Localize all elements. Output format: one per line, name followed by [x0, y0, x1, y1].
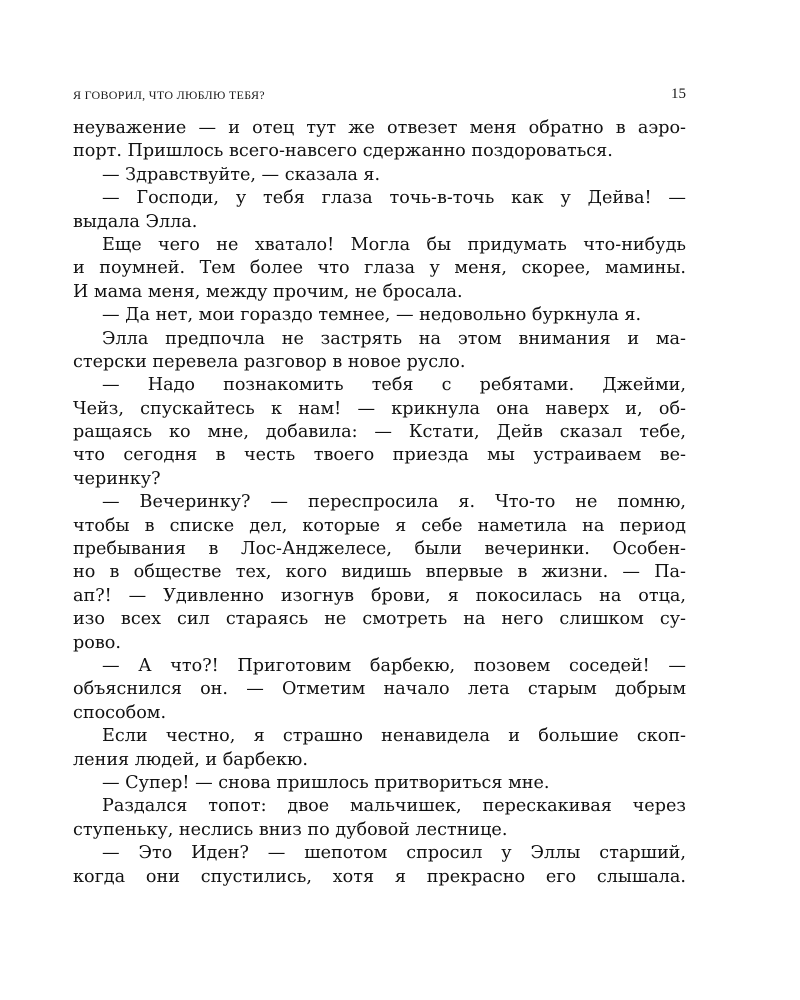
text-line: — А что?! Приготовим барбекю, позовем соседей! —	[102, 655, 686, 676]
running-header	[73, 88, 691, 106]
text-line: Чейз, спускайтесь к нам! — крикнула она наверх и, об-	[73, 398, 686, 419]
text-line: рово.	[73, 632, 121, 653]
page-number: 15	[671, 86, 686, 102]
text-line: способом.	[73, 702, 167, 723]
text-line: ления людей, и барбекю.	[73, 749, 308, 770]
text-line: — Это Иден? — шепотом спросил у Эллы старший,	[102, 843, 686, 864]
body-text	[73, 117, 686, 889]
text-line: и поумней. Тем более что глаза у меня, скорее, мамины.	[73, 258, 686, 279]
text-line: что сегодня в честь твоего приезда мы устраиваем ве-	[73, 445, 686, 466]
text-line: — Надо познакомить тебя с ребятами. Джейми,	[102, 375, 686, 396]
text-line: — Вечеринку? — переспросила я. Что-то не помню,	[102, 492, 686, 513]
book-title: Я ГОВОРИЛ, ЧТО ЛЮБЛЮ ТЕБЯ?	[73, 88, 265, 102]
text-line: — Здравствуйте, — сказала я.	[102, 164, 381, 185]
text-line: но в обществе тех, кого видишь впервые в жизни. — Па-	[73, 562, 686, 583]
text-line: порт. Пришлось всего-навсего сдержанно поздороваться.	[73, 141, 613, 162]
text-line: выдала Элла.	[73, 211, 198, 232]
text-line: И мама меня, между прочим, не бросала.	[73, 281, 463, 302]
text-line: Элла предпочла не застрять на этом внимания и ма-	[102, 328, 686, 349]
text-line: — Да нет, мои гораздо темнее, — недовольно буркнула я.	[102, 305, 642, 326]
text-line: черинку?	[73, 468, 161, 489]
text-line: Раздался топот: двое мальчишек, перескакивая через	[102, 796, 686, 817]
text-line: чтобы в списке дел, которые я себе наметила на период	[73, 515, 686, 536]
text-line: ап?! — Удивленно изогнув брови, я покосилась на отца,	[73, 585, 686, 606]
text-line: объяснился он. — Отметим начало лета старым добрым	[73, 679, 686, 700]
text-line: ступеньку, неслись вниз по дубовой лестнице.	[73, 819, 508, 840]
text-line: пребывания в Лос-Анджелесе, были вечеринки. Особен-	[73, 539, 686, 560]
text-line: — Господи, у тебя глаза точь-в-точь как у Дейва! —	[102, 188, 686, 209]
text-line: ращаясь ко мне, добавила: — Кстати, Дейв сказал тебе,	[73, 422, 686, 443]
text-line: изо всех сил стараясь не смотреть на него слишком су-	[73, 609, 686, 630]
text-line: Еще чего не хватало! Могла бы придумать что-нибудь	[102, 234, 686, 255]
text-line: Если честно, я страшно ненавидела и большие скоп-	[102, 726, 686, 747]
text-line: стерски перевела разговор в новое русло.	[73, 351, 466, 372]
text-line: когда они спустились, хотя я прекрасно его слышала.	[73, 866, 686, 887]
text-line: неуважение — и отец тут же отвезет меня обратно в аэро-	[73, 118, 686, 138]
text-line: — Супер! — снова пришлось притвориться мне.	[102, 772, 550, 793]
